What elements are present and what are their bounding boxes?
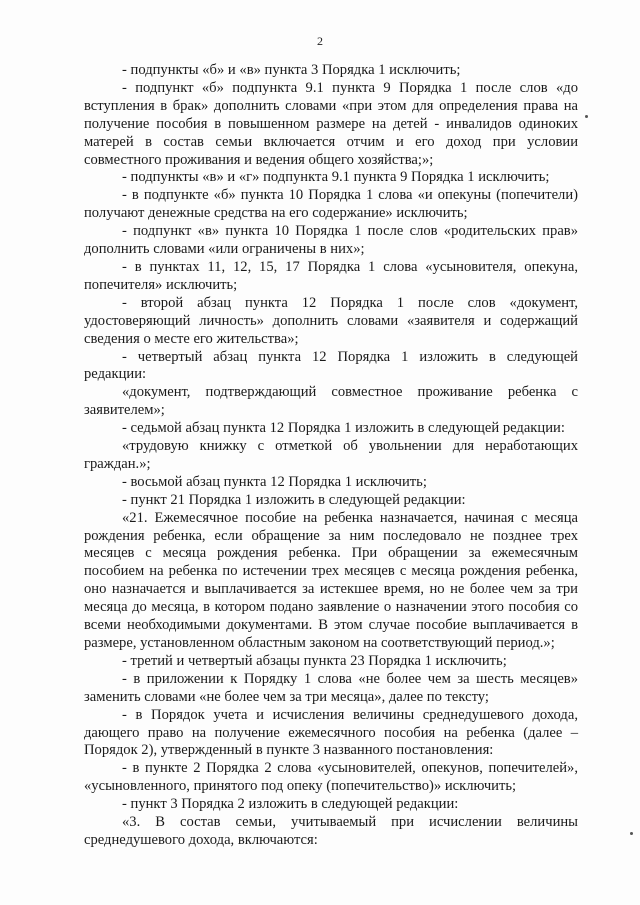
paragraph: - пункт 3 Порядка 2 изложить в следующей редакции: [122, 796, 459, 813]
paragraph: - четвертый абзац пункта 12 Порядка 1 изложить в следующей редакции: [84, 348, 578, 383]
paragraph: - в пункте 2 Порядка 2 слова «усыновителей, опекунов, попечителей», «усыновленного, принятого под опеку (попечительство)» исключить; [84, 760, 578, 795]
paragraph: - подпункты «б» и «в» пункта 3 Порядка 1 исключить; [122, 62, 461, 78]
paragraph: - в пунктах 11, 12, 15, 17 Порядка 1 слова «усыновителя, опекуна, попечителя» исключить; [84, 258, 578, 293]
paragraph: - подпункт «б» подпункта 9.1 пункта 9 Порядка 1 после слов «до вступления в брак» дополнить словами «при этом для определения права на получение пособия в повышенном размере на детей - инвалидов одиноких матерей в состав семьи включается отчим и его доход при условии совместного проживания и ведения общего хозяйства;»; [84, 79, 578, 168]
scan-speck [585, 115, 588, 118]
paragraph: - пункт 21 Порядка 1 изложить в следующей редакции: [122, 491, 466, 508]
paragraph: - подпункты «в» и «г» подпункта 9.1 пункта 9 Порядка 1 исключить; [122, 169, 550, 186]
paragraph: «документ, подтверждающий совместное проживание ребенка с заявителем»; [84, 384, 578, 419]
paragraph: - в Порядок учета и исчисления величины среднедушевого дохода, дающего право на получение ежемесячного пособия на ребенка (далее – Порядок 2), утвержденный в пункте 3 названного постановления: [84, 706, 578, 759]
paragraph: - третий и четвертый абзацы пункта 23 Порядка 1 исключить; [122, 652, 507, 669]
paragraph: «трудовую книжку с отметкой об увольнении для неработающих граждан.»; [84, 438, 578, 472]
paragraph: - восьмой абзац пункта 12 Порядка 1 исключить; [122, 473, 427, 490]
paragraph: - в приложении к Порядку 1 слова «не более чем за шесть месяцев» заменить словами «не более чем за три месяца», далее по тексту; [84, 670, 578, 705]
paragraph: - второй абзац пункта 12 Порядка 1 после слов «документ, удостоверяющий личность» дополнить словами «заявителя и содержащий сведения о месте его жительства»; [84, 294, 578, 347]
document-body [84, 62, 578, 850]
scan-speck [630, 832, 633, 835]
page-number: 2 [317, 34, 323, 48]
paragraph: «21. Ежемесячное пособие на ребенка назначается, начиная с месяца рождения ребенка, если обращение за ним последовало не позднее трех месяцев с месяца рождения ребенка. При обращении за ежемесячным пособием на ребенка по истечении трех месяцев с месяца рождения ребенка, оно назначается и выплачивается за истекшее время, но не более чем за три месяца до месяца, в котором подано заявление о назначении этого пособия со всеми необходимыми документами. В этом случае пособие выплачивается в размере, установленном областным законом на соответствующий период.»; [84, 509, 578, 651]
paragraph: - подпункт «в» пункта 10 Порядка 1 после слов «родительских прав» дополнить словами «или ограничены в них»; [84, 223, 578, 258]
paragraph: «3. В состав семьи, учитываемый при исчислении величины среднедушевого дохода, включаются: [84, 814, 578, 848]
paragraph: - седьмой абзац пункта 12 Порядка 1 изложить в следующей редакции: [122, 420, 565, 437]
paragraph: - в подпункте «б» пункта 10 Порядка 1 слова «и опекуны (попечители) получают денежные средства на его содержание» исключить; [84, 187, 578, 222]
